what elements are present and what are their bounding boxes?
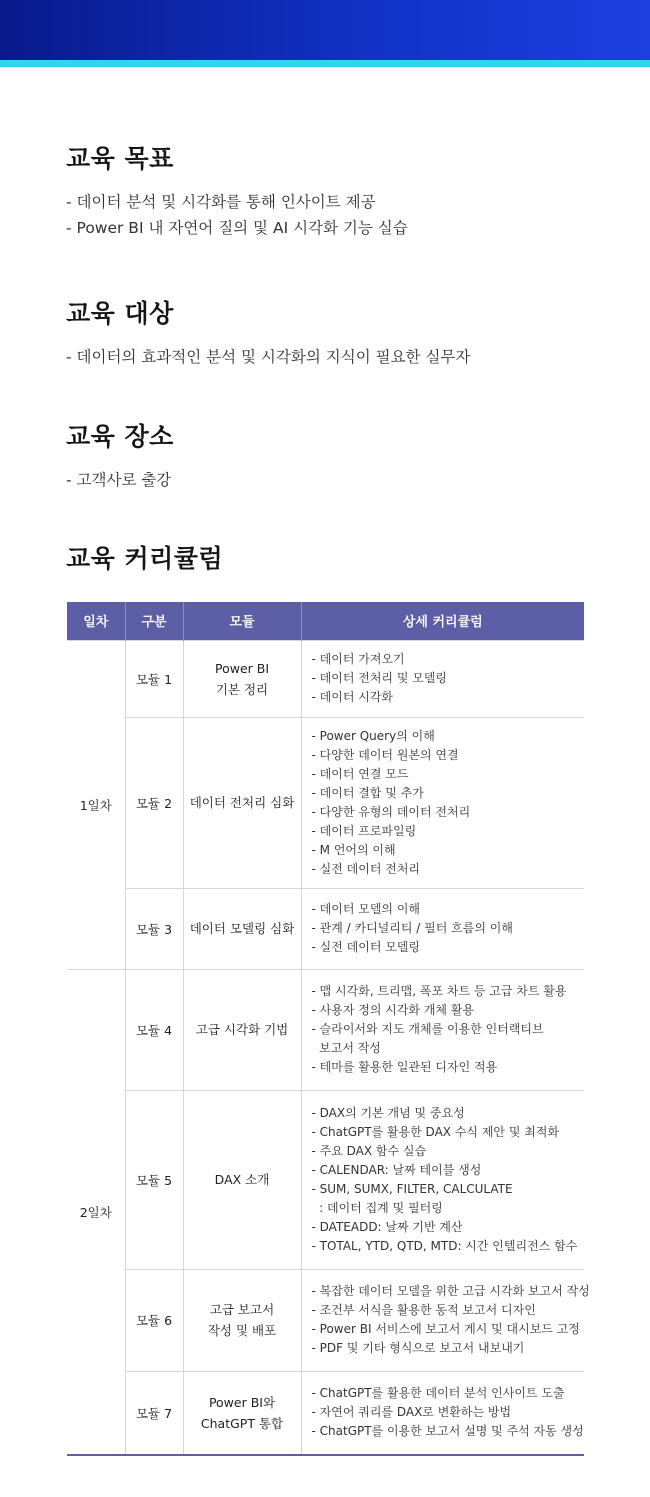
- detail-item: - CALENDAR: 날짜 테이블 생성: [311, 1162, 482, 1177]
- detail-item: - 실전 데이터 모델링: [311, 940, 421, 954]
- list-item: - 고객사로 출강: [66, 471, 172, 489]
- list-item: - 데이터의 효과적인 분석 및 시각화의 지식이 필요한 실무자: [66, 348, 471, 366]
- module-number-cell: 모듈 3: [125, 888, 183, 969]
- header-day: 일차: [67, 602, 125, 640]
- detail-item: - DATEADD: 날짜 기반 계산: [311, 1219, 463, 1234]
- detail-item: - 자연어 쿼리를 DAX로 변환하는 방법: [311, 1405, 512, 1420]
- detail-item: - 데이터 전처리 및 모델링: [311, 671, 448, 685]
- module-name-line: ChatGPT 통합: [200, 1415, 284, 1431]
- table-row: [67, 640, 584, 717]
- module-name-cell: [183, 888, 301, 969]
- detail-item: - 데이터 모델의 이해: [311, 902, 421, 916]
- module-name-line: 작성 및 배포: [207, 1323, 277, 1338]
- detail-item: - SUM, SUMX, FILTER, CALCULATE: [311, 1181, 513, 1196]
- module-name-line: Power BI와: [208, 1394, 276, 1410]
- detail-item: - 복잡한 데이터 모델을 위한 고급 시각화 보고서 작성: [311, 1284, 590, 1298]
- module-name-line: 데이터 전처리 심화: [189, 795, 295, 810]
- section-items: [66, 189, 606, 241]
- module-name-cell: [183, 640, 301, 717]
- module-name-line: DAX 소개: [214, 1172, 270, 1187]
- module-number-cell: 모듈 6: [125, 1269, 183, 1371]
- detail-item: - DAX의 기본 개념 및 중요성: [311, 1105, 465, 1120]
- section-items: [66, 467, 606, 493]
- module-number-cell: 모듈 5: [125, 1090, 183, 1269]
- day-cell: 1일차: [67, 640, 125, 969]
- detail-item: - 슬라이서와 지도 개체를 이용한 인터랙티브: [311, 1022, 544, 1036]
- section-items: [66, 344, 606, 370]
- detail-item: - 관계 / 카디널리티 / 필터 흐름의 이해: [311, 921, 513, 935]
- module-name-cell: [183, 1090, 301, 1269]
- module-name-cell: [183, 1269, 301, 1371]
- header-module: 모듈: [183, 602, 301, 640]
- module-name-line: 고급 보고서: [209, 1302, 275, 1317]
- detail-item: - PDF 및 기타 형식으로 보고서 내보내기: [311, 1341, 525, 1355]
- top-banner: [0, 0, 650, 60]
- detail-item: - Power Query의 이해: [311, 728, 435, 743]
- detail-item: - ChatGPT를 활용한 데이터 분석 인사이트 도출: [311, 1386, 565, 1401]
- detail-item: - 데이터 시각화: [311, 690, 394, 704]
- table-body: [67, 640, 590, 1455]
- detail-item: - 데이터 가져오기: [311, 652, 405, 666]
- detail-item: - M 언어의 이해: [311, 842, 396, 857]
- detail-item: - 데이터 프로파일링: [311, 823, 417, 838]
- detail-item: - ChatGPT를 이용한 보고서 설명 및 주석 자동 생성: [311, 1424, 584, 1439]
- section-education-goal: [66, 143, 606, 241]
- detail-item: - 데이터 연결 모드: [311, 766, 409, 781]
- section-curriculum: [66, 543, 606, 575]
- table-row: [67, 1090, 584, 1269]
- detail-cell: [301, 717, 584, 888]
- detail-item: - TOTAL, YTD, QTD, MTD: 시간 인텔리전스 함수: [311, 1238, 578, 1253]
- detail-item: - 맵 시각화, 트리맵, 폭포 차트 등 고급 차트 활용: [311, 984, 567, 998]
- table-row: [67, 717, 584, 888]
- detail-item: 보고서 작성: [311, 1041, 381, 1055]
- module-number-cell: 모듈 4: [125, 969, 183, 1090]
- detail-cell: [301, 888, 584, 969]
- module-name-cell: [183, 1371, 301, 1455]
- detail-item: - 사용자 정의 시각화 개체 활용: [311, 1003, 475, 1017]
- module-name-line: 고급 시각화 기법: [195, 1022, 289, 1037]
- list-item: - 데이터 분석 및 시각화를 통해 인사이트 제공: [66, 193, 376, 211]
- module-name-line: 데이터 모델링 심화: [189, 921, 295, 936]
- detail-item: - Power BI 서비스에 보고서 게시 및 대시보드 고정: [311, 1322, 580, 1336]
- detail-cell: [301, 640, 584, 717]
- section-education-target: [66, 298, 606, 370]
- detail-item: : 데이터 집계 및 필터링: [311, 1200, 443, 1215]
- list-item: - Power BI 내 자연어 질의 및 AI 시각화 기능 실습: [66, 219, 408, 237]
- module-name-line: Power BI: [214, 660, 270, 676]
- detail-item: - 실전 데이터 전처리: [311, 861, 421, 876]
- module-name-cell: [183, 969, 301, 1090]
- module-number-cell: 모듈 1: [125, 640, 183, 717]
- module-number-cell: 모듈 2: [125, 717, 183, 888]
- detail-item: - 다양한 유형의 데이터 전처리: [311, 804, 471, 819]
- module-number-cell: 모듈 7: [125, 1371, 183, 1455]
- day-cell: 2일차: [67, 969, 125, 1455]
- module-name-line: 기본 정리: [215, 681, 269, 697]
- section-education-place: [66, 421, 606, 493]
- table-row: [67, 888, 584, 969]
- header-detail: 상세 커리큘럼: [301, 602, 584, 640]
- section-title: 교육 커리큘럼: [66, 544, 224, 573]
- curriculum-table: [67, 602, 590, 1456]
- detail-item: - ChatGPT를 활용한 DAX 수식 제안 및 최적화: [311, 1124, 560, 1139]
- detail-cell: [301, 1371, 584, 1455]
- module-name-cell: [183, 717, 301, 888]
- table-row: [67, 969, 584, 1090]
- detail-item: - 테마를 활용한 일관된 디자인 적용: [311, 1060, 498, 1074]
- detail-cell: [301, 969, 584, 1090]
- detail-item: - 다양한 데이터 원본의 연결: [311, 747, 459, 762]
- section-title: 교육 목표: [66, 144, 174, 173]
- detail-cell: [301, 1269, 590, 1371]
- section-title: 교육 대상: [66, 299, 174, 328]
- header-category: 구분: [125, 602, 183, 640]
- table-header-row: [67, 602, 584, 640]
- detail-item: - 주요 DAX 함수 실습: [311, 1143, 427, 1158]
- table-row: [67, 1371, 584, 1455]
- detail-cell: [301, 1090, 584, 1269]
- section-title: 교육 장소: [66, 422, 174, 451]
- top-accent-stripe: [0, 60, 650, 67]
- detail-item: - 조건부 서식을 활용한 동적 보고서 디자인: [311, 1303, 536, 1317]
- detail-item: - 데이터 결합 및 추가: [311, 785, 424, 800]
- table-row: [67, 1269, 584, 1371]
